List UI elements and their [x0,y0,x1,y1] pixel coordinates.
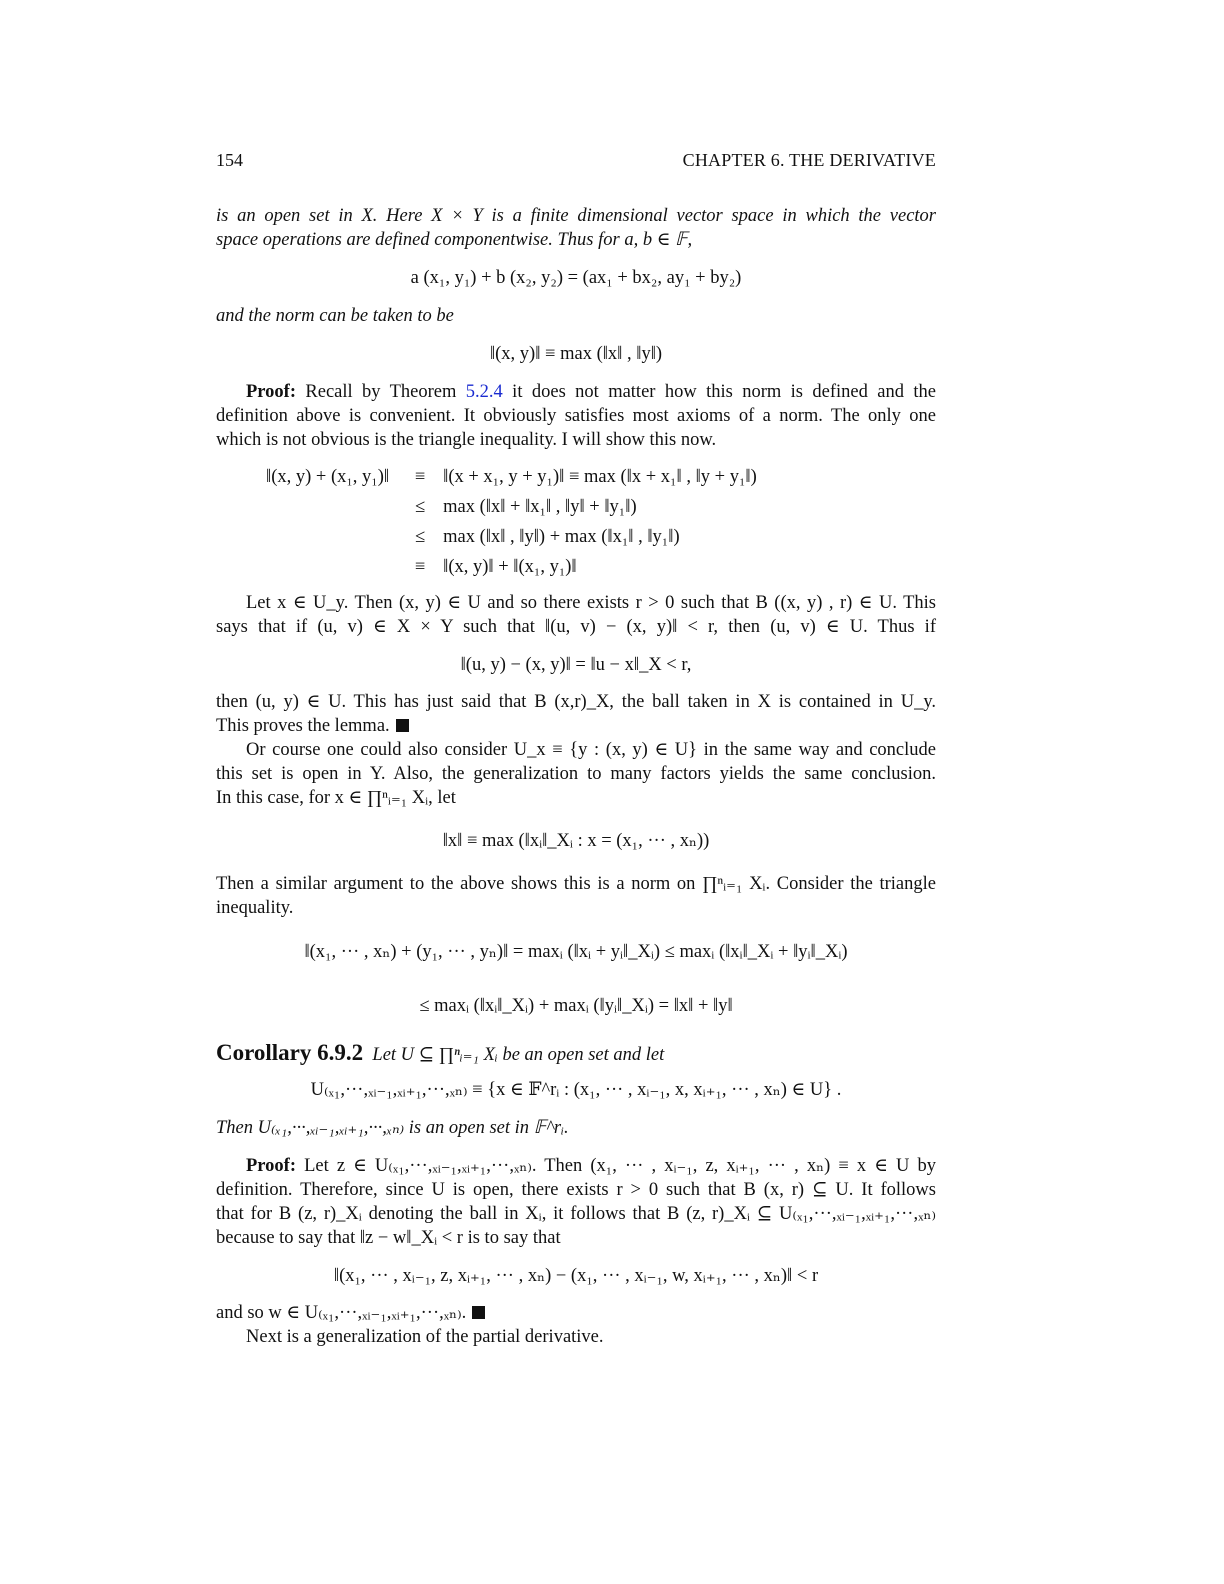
align-lhs [266,522,405,552]
align-rhs: ‖(x, y)‖ + ‖(x₁, y₁)‖ [443,556,577,577]
align-row [266,462,757,492]
chapter-title: CHAPTER 6. THE DERIVATIVE [682,150,936,170]
corollary-label: Corollary 6.9.2 [216,1040,364,1065]
proof-conclusion: and so w ∈ U₍ₓ₁,···,ₓᵢ₋₁,ₓᵢ₊₁,···,ₓₙ₎. [216,1303,467,1323]
proof-label: Proof: [246,382,296,402]
lemma-text-line: and the norm can be taken to be [216,306,454,326]
proof-paragraph-line: definition. Therefore, since U is open, there exists r > 0 such that B (x, r) ⊆ U. It follows [216,1180,936,1200]
proof-paragraph-line: because to say that ‖z − w‖_Xᵢ < r is to say that [216,1228,561,1248]
proof-text: Let z ∈ U₍ₓ₁,···,ₓᵢ₋₁,ₓᵢ₊₁,···,ₓₙ₎. Then (x₁, ··· , xᵢ₋₁, z, xᵢ₊₁, ··· , xₙ) ≡ x ∈ U by [296,1156,936,1176]
corollary-statement: Let U ⊆ ∏ⁿᵢ₌₁ Xᵢ be an open set and let [372,1045,665,1065]
lemma-text-line: is an open set in X. Here X × Y is a finite dimensional vector space in which the vector [216,206,936,226]
align-relation: ≡ [414,556,426,577]
proof-text: Recall by Theorem [296,382,466,402]
qed-square-icon [396,719,409,732]
equation-norm-definition: ‖(x, y)‖ ≡ max (‖x‖ , ‖y‖) [489,344,663,364]
triangle-inequality-align [266,462,757,582]
equation-triangle-product-2: ≤ maxᵢ (‖xᵢ‖_Xᵢ) + maxᵢ (‖yᵢ‖_Xᵢ) = ‖x‖ + ‖y‖ [419,996,733,1016]
proof-label: Proof: [246,1156,296,1176]
body-paragraph-line: Or course one could also consider U_x ≡ {y : (x, y) ∈ U} in the same way and conclude [246,740,936,760]
body-paragraph-line: this set is open in Y. Also, the generalization to many factors yields the same conclusion. [216,764,936,784]
equation-product-norm: ‖x‖ ≡ max (‖xᵢ‖_Xᵢ : x = (x₁, ··· , xₙ)) [442,831,710,851]
proof-paragraph-line: definition above is convenient. It obviously satisfies most axioms of a norm. The only one [216,406,936,426]
align-row [266,492,757,522]
align-lhs [266,552,405,582]
equation-linear-combination: a (x₁, y₁) + b (x₂, y₂) = (ax₁ + bx₂, ay₁ + by₂) [410,268,742,288]
proof-paragraph-line [216,380,936,404]
equation-ball-distance: ‖(u, y) − (x, y)‖ = ‖u − x‖_X < r, [460,655,692,675]
proof-paragraph-line [216,1301,936,1325]
equation-section-set: U₍ₓ₁,···,ₓᵢ₋₁,ₓᵢ₊₁,···,ₓₙ₎ ≡ {x ∈ 𝔽^rᵢ : (x₁, ··· , xᵢ₋₁, x, xᵢ₊₁, ··· , xₙ) ∈ U} . [310,1080,842,1100]
align-lhs: ‖(x, y) + (x₁, y₁)‖ [266,466,390,487]
align-row [266,552,757,582]
body-paragraph-line: Let x ∈ U_y. Then (x, y) ∈ U and so there exists r > 0 such that B ((x, y) , r) ∈ U. This [246,593,936,613]
proof-text: it does not matter how this norm is defined and the [502,382,936,402]
proof-paragraph-line: that for B (z, r)_Xᵢ denoting the ball in Xᵢ, it follows that B (z, r)_Xᵢ ⊆ U₍ₓ₁,···,ₓᵢ₋₁,ₓᵢ₊₁,···,ₓₙ₎ [216,1204,936,1224]
equation-triangle-product-1: ‖(x₁, ··· , xₙ) + (y₁, ··· , yₙ)‖ = maxᵢ (‖xᵢ + yᵢ‖_Xᵢ) ≤ maxᵢ (‖xᵢ‖_Xᵢ + ‖yᵢ‖_Xᵢ) [304,942,848,962]
equation-tuple-difference: ‖(x₁, ··· , xᵢ₋₁, z, xᵢ₊₁, ··· , xₙ) − (x₁, ··· , xᵢ₋₁, w, xᵢ₊₁, ··· , xₙ)‖ < r [333,1266,819,1286]
align-relation: ≤ [415,496,426,517]
closing-sentence: Next is a generalization of the partial derivative. [246,1327,604,1347]
corollary-conclusion: Then U₍ₓ₁,···,ₓᵢ₋₁,ₓᵢ₊₁,···,ₓₙ₎ is an open set in 𝔽^rᵢ. [216,1118,569,1138]
body-paragraph-line: then (u, y) ∈ U. This has just said that B (x,r)_X, the ball taken in X is contained in U_y. [216,692,936,712]
proof-paragraph-line [216,1154,936,1178]
align-rhs: max (‖x‖ + ‖x₁‖ , ‖y‖ + ‖y₁‖) [443,496,637,517]
align-rhs: max (‖x‖ , ‖y‖) + max (‖x₁‖ , ‖y₁‖) [443,526,680,547]
lemma-conclusion: This proves the lemma. [216,716,390,736]
body-paragraph-line: inequality. [216,898,294,918]
align-relation: ≤ [415,526,426,547]
lemma-text-line: space operations are defined componentwise. Thus for a, b ∈ 𝔽, [216,230,693,250]
align-relation: ≡ [414,466,426,487]
body-paragraph-line: says that if (u, v) ∈ X × Y such that ‖(u, v) − (x, y)‖ < r, then (u, v) ∈ U. Thus if [216,617,936,637]
body-paragraph-line: In this case, for x ∈ ∏ⁿᵢ₌₁ Xᵢ, let [216,788,456,808]
proof-paragraph-line: which is not obvious is the triangle inequality. I will show this now. [216,430,717,450]
running-header [216,150,936,174]
theorem-reference-link[interactable]: 5.2.4 [465,382,503,402]
qed-square-icon [472,1306,485,1319]
body-paragraph-line: Then a similar argument to the above shows this is a norm on ∏ⁿᵢ₌₁ Xᵢ. Consider the triangle [216,874,936,894]
align-rhs: ‖(x + x₁, y + y₁)‖ ≡ max (‖x + x₁‖ , ‖y + y₁‖) [443,466,757,487]
align-row [266,522,757,552]
align-lhs [266,492,405,522]
corollary-heading-line [216,1038,936,1068]
body-paragraph-line [216,714,936,738]
page-number: 154 [216,150,243,170]
